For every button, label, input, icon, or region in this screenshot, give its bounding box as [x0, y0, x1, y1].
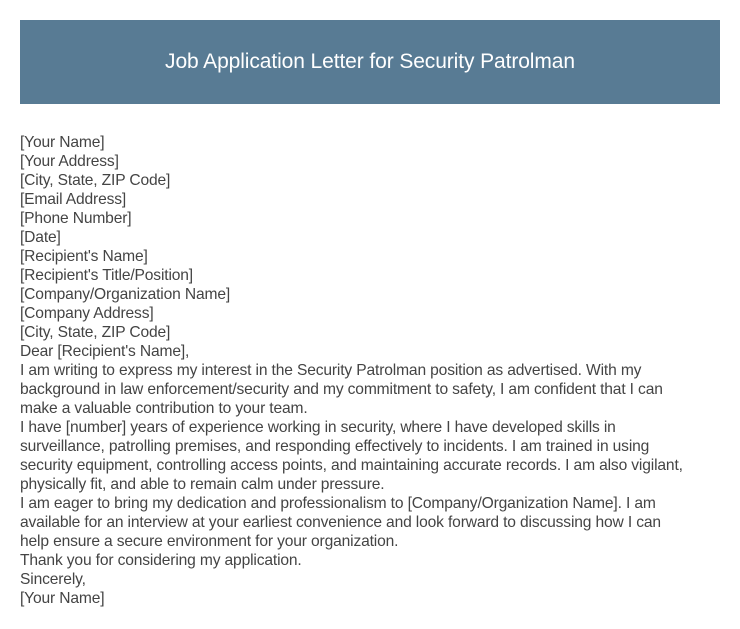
- sender-phone: [Phone Number]: [20, 210, 132, 227]
- paragraph-line: physically fit, and able to remain calm under pressure.: [20, 476, 385, 493]
- paragraph-line: background in law enforcement/security and my commitment to safety, I am confident that I can: [20, 381, 663, 398]
- paragraph-line: make a valuable contribution to your team.: [20, 400, 308, 417]
- paragraph-line: security equipment, controlling access points, and maintaining accurate records. I am also vigilant,: [20, 457, 683, 474]
- paragraph-line: I am eager to bring my dedication and professionalism to [Company/Organization Name]. I am: [20, 495, 656, 512]
- sender-name: [Your Name]: [20, 134, 105, 151]
- paragraph-experience: [20, 418, 725, 494]
- letter-body: [20, 133, 725, 608]
- recipient-name: [Recipient's Name]: [20, 248, 148, 265]
- sender-block: [20, 133, 725, 228]
- recipient-title: [Recipient's Title/Position]: [20, 267, 193, 284]
- recipient-address: [Company Address]: [20, 305, 154, 322]
- signature: [Your Name]: [20, 590, 105, 607]
- letter-header: [20, 20, 720, 104]
- paragraph-line: I have [number] years of experience working in security, where I have developed skills in: [20, 419, 616, 436]
- recipient-city-state-zip: [City, State, ZIP Code]: [20, 324, 171, 341]
- paragraph-closing-pitch: [20, 494, 725, 551]
- paragraph-line: available for an interview at your earliest convenience and look forward to discussing how I can: [20, 514, 661, 531]
- sender-email: [Email Address]: [20, 191, 127, 208]
- paragraph-line: help ensure a secure environment for your organization.: [20, 533, 399, 550]
- paragraph-line: surveillance, patrolling premises, and responding effectively to incidents. I am trained in using: [20, 438, 650, 455]
- sender-address: [Your Address]: [20, 153, 119, 170]
- paragraph-line: I am writing to express my interest in the Security Patrolman position as advertised. With my: [20, 362, 642, 379]
- page-title: Job Application Letter for Security Patrolman: [165, 50, 575, 73]
- salutation: Dear [Recipient's Name],: [20, 343, 190, 360]
- letter-date: [Date]: [20, 229, 61, 246]
- paragraph-interest: [20, 361, 725, 418]
- sender-city-state-zip: [City, State, ZIP Code]: [20, 172, 171, 189]
- thanks-line: Thank you for considering my application.: [20, 552, 302, 569]
- closing: Sincerely,: [20, 571, 86, 588]
- recipient-block: [20, 247, 725, 342]
- recipient-company: [Company/Organization Name]: [20, 286, 231, 303]
